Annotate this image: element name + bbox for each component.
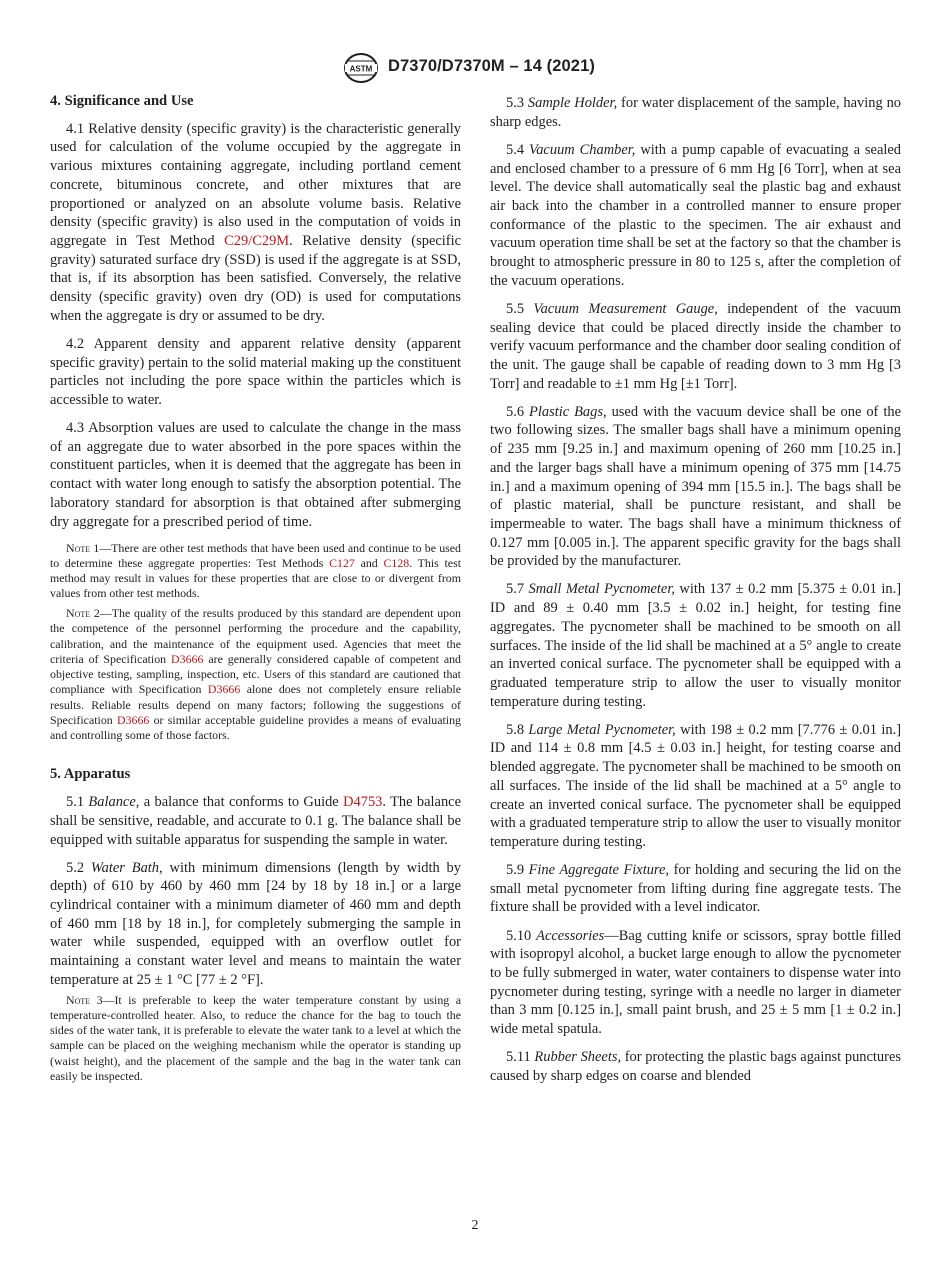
- paragraph-5-3: 5.3 Sample Holder, for water displacement of the sample, having no sharp edges.: [490, 95, 902, 130]
- paragraph-4-1: 4.1 Relative density (specific gravity) is the characteristic generally used for calculation of the volume occupied by the aggregate in various mixtures containing aggregate, including portland cement concrete, bituminous concrete, and other mixtures that are proportioned or analyzed on an absolute volume basis. Relative density (specific gravity) is also used in the computation of voids in aggregate in Test Method C29/C29M. Relative density (specific gravity) saturated surface dry (SSD) is used if the aggregate is at SSD, that is, if its absorption has been satisfied. Conversely, the relative density (specific gravity) oven dry (OD) is used for computations when the aggregate is dry or assumed to be dry.: [50, 120, 461, 324]
- paragraph-5-2: 5.2 Water Bath, with minimum dimensions (length by width by depth) of 610 by 460 by 460 mm [24 by 18 by 18 in.] or a large cylindrical container with a minimum diameter of 460 mm and depth of 460 mm [18 by 18 in.], for completely submerging the sample in water while suspended, equipped with an overflow outlet for maintaining a constant water level and means to maintain the water temperature at 25 ± 1 °C [77 ± 2 °F].: [50, 859, 461, 988]
- section-4-heading: 4. Significance and Use: [50, 93, 194, 109]
- note-2: Note 2—The quality of the results produced by this standard are dependent upon the competence of the personnel performing the procedure and the capability, calibration, and the maintenance of the equipment used. Agencies that meet the criteria of Specification D3666 are generally considered capable of competent and objective testing, sampling, inspection, etc. Users of this standard are cautioned that compliance with Specification D3666 alone does not completely ensure reliable results. Reliable results depend on many factors; following the suggestions of Specification D3666 or similar acceptable guideline provides a means of evaluating and controlling some of those factors.: [50, 606, 461, 743]
- paragraph-5-9: 5.9 Fine Aggregate Fixture, for holding and securing the lid on the small metal pycnometer from lifting during fine aggregate tests. The fixture shall be provided with a level indicator.: [490, 862, 902, 916]
- section-5-heading: 5. Apparatus: [50, 766, 131, 783]
- svg-text:ASTM: ASTM: [349, 64, 373, 74]
- note-1: Note 1—There are other test methods that have been used and continue to be used to determine these aggregate properties: Test Methods C127 and C128. This test method may result in values for these properties that are close to or divergent from values from other test methods.: [50, 540, 461, 601]
- link-d3666[interactable]: D3666: [116, 712, 150, 727]
- page-header: [0, 52, 950, 86]
- paragraph-4-3: 4.3 Absorption values are used to calculate the change in the mass of an aggregate due to water absorbed in the pore spaces within the constituent particles, when it is deemed that the aggregate has been in contact with water long enough to satisfy the absorption potential. The laboratory standard for absorption is that obtained after submerging dry aggregate for a prescribed period of time.: [50, 420, 461, 530]
- paragraph-5-10: 5.10 Accessories—Bag cutting knife or scissors, spray bottle filled with isopropyl alcohol, a bucket large enough to allow the pycnometer to be fully submerged in water, water containers to dispense water into pycnometer during testing, syringe with a needle no larger in diameter than 3 mm [0.125 in.], small paint brush, and 25 ± 5 mm [1 ± 0.2 in.] wide metal spatula.: [490, 927, 901, 1038]
- astm-logo-icon: [342, 52, 380, 84]
- paragraph-5-8: 5.8 Large Metal Pycnometer, with 198 ± 0.2 mm [7.776 ± 0.01 in.] ID and 114 ± 0.8 mm [4.5 ± 0.03 in.] height, for testing coarse and blended aggregate. The pycnometer shall be machined to be smooth on all surfaces. The inside of the lid shall be machined at a 5° angle to create an inverted conical surface. The pycnometer shall be equipped with a graduated temperature strip to allow the user to visually monitor temperature during testing.: [490, 721, 902, 850]
- paragraph-5-4: 5.4 Vacuum Chamber, with a pump capable of evacuating a sealed and enclosed chamber to a pressure of 6 mm Hg [6 Torr], when at sea level. The device shall automatically seal the plastic bag and exhaust air back into the chamber in a controlled manner to ensure proper conformance of the plastic to the specimen. The air exhaust and vacuum operation time shall be set at the factory so that the chamber is brought to atmospheric pressure in 80 to 125 s, after the completion of the vacuum operations.: [490, 141, 901, 289]
- link-d3666[interactable]: D3666: [207, 682, 241, 697]
- paragraph-5-11: 5.11 Rubber Sheets, for protecting the plastic bags against punctures caused by sharp edges on coarse and blended: [490, 1049, 901, 1084]
- link-c29[interactable]: C29/C29M: [224, 232, 290, 249]
- paragraph-5-7: 5.7 Small Metal Pycnometer, with 137 ± 0.2 mm [5.375 ± 0.01 in.] ID and 89 ± 0.40 mm [3.5 ± 0.02 in.] height, for testing fine aggregates. The pycnometer shall be machined to be smooth on all surfaces. The inside of the lid shall be machined at a 5° angle to create an inverted conical surface. The pycnometer shall be equipped with a graduated temperature strip to allow the user to visually monitor temperature during testing.: [490, 581, 902, 710]
- standard-designation: D7370/D7370M – 14 (2021): [388, 57, 595, 75]
- paragraph-5-5: 5.5 Vacuum Measurement Gauge, independent of the vacuum sealing device that could be placed directly inside the chamber to verify vacuum performance and the chamber door sealing condition of the unit. The gauge shall be capable of reading down to 3 mm Hg [3 Torr] and readable to ±1 mm Hg [±1 Torr].: [490, 300, 902, 392]
- note-3: Note 3—It is preferable to keep the water temperature constant by using a temperature-controlled heater. Also, to reduce the chance for the bag to touch the sides of the water tank, it is preferable to elevate the water tank to a level at which the sample can be placed on the weighing mechanism while the operator is standing up (waist height), and the placement of the sample and the bag in the water tank can easily be inspected.: [50, 992, 461, 1083]
- left-column: [50, 92, 461, 1089]
- link-c128[interactable]: C128: [383, 555, 410, 570]
- link-c127[interactable]: C127: [329, 555, 355, 570]
- paragraph-4-2: 4.2 Apparent density and apparent relative density (apparent specific gravity) pertain to the solid material making up the constituent particles not including the pore space within the particles which is accessible to water.: [50, 335, 461, 408]
- link-d3666[interactable]: D3666: [171, 651, 204, 666]
- right-column: [490, 94, 901, 1095]
- link-d4753[interactable]: D4753: [343, 794, 383, 811]
- page-number: 2: [471, 1218, 479, 1233]
- paragraph-5-6: 5.6 Plastic Bags, used with the vacuum device shall be one of the two following sizes. The smaller bags shall have a minimum opening of 235 mm [9.25 in.] and maximum opening of 260 mm [10.25 in.] and the larger bags shall have a minimum opening of 375 mm [14.75 in.] and a maximum opening of 394 mm [15.5 in.]. The bags shall be of plastic material, shall be puncture resistant, and shall be impermeable to water. The bags shall have a minimum thickness of 0.127 mm [0.005 in.]. The apparent specific gravity for the bags shall be provided by the manufacturer.: [490, 403, 901, 570]
- paragraph-5-1: 5.1 Balance, a balance that conforms to Guide D4753. The balance shall be sensitive, readable, and accurate to 0.1 g. The balance shall be equipped with suitable apparatus for suspending the sample in water.: [50, 794, 461, 848]
